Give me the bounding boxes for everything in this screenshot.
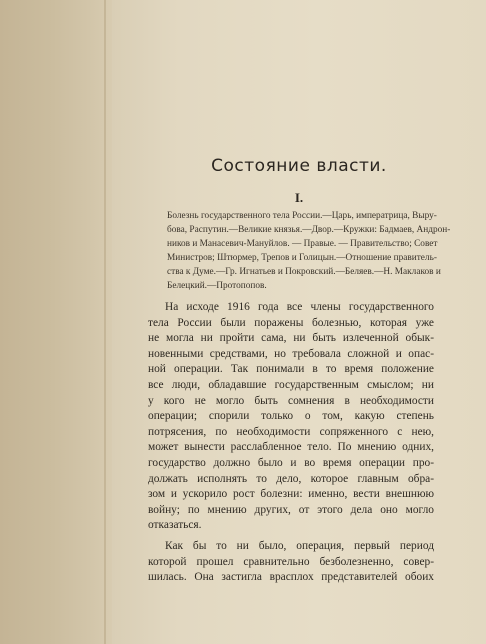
paragraph-1-line: новенными средствами, но требовала сложной и опас-: [148, 347, 434, 360]
summary-line: бова, Распутин.—Великие князья.—Двор.—Кружки: Бадмаев, Андрон-: [167, 225, 451, 235]
summary-line: Белецкий.—Протопопов.: [167, 281, 267, 291]
paragraph-1-line: операции; спорили только о том, какую степень: [148, 410, 434, 423]
chapter-summary: [167, 209, 451, 293]
summary-line: ства к Думе.—Гр. Игнатьев и Покровский.—Беляев.—Н. Маклаков и: [167, 267, 441, 277]
paragraph-1-line: не могла ни пройти сама, ни быть излеченной обык-: [148, 332, 434, 345]
paragraph-1-line: отказаться.: [148, 519, 202, 532]
paragraph-1-line: ной операции. Так понимали в то время положение: [148, 363, 434, 376]
summary-line: Министров; Штюрмер, Трепов и Голицын.—Отношение правитель-: [167, 253, 437, 263]
book-gutter: [0, 0, 118, 644]
paragraph-1-line: На исходе 1916 года все члены государственного: [165, 301, 434, 313]
paragraph-1-line: должать исполнять то дело, которое главным обра-: [148, 472, 434, 485]
paragraph-1-line: может вынести расслабленное тело. По мнению одних,: [148, 441, 434, 454]
paragraph-2-line: шилась. Она застигла врасплох представителей обоих: [148, 571, 434, 584]
summary-line: ников и Манасевич-Мануйлов. — Правые. — Правительство; Совет: [167, 239, 438, 249]
chapter-heading: Состояние власти.: [211, 156, 387, 176]
body-text: [148, 300, 434, 586]
paragraph-1-line: государство должно было и во время операции про-: [148, 456, 434, 469]
binding-edge: [104, 0, 106, 644]
paragraph-1-line: все люди, обладавшие государственным смыслом; ни: [148, 378, 434, 391]
paragraph-2-line: Как бы то ни было, операция, первый период: [165, 539, 434, 552]
paragraph-1-line: потрясения, по необходимости сопряженного с нею,: [148, 425, 434, 438]
section-number: I.: [294, 190, 304, 205]
paragraph-1-line: у кого не могло быть сомнения в необходимости: [148, 394, 434, 407]
summary-line: Болезнь государственного тела России.—Царь, императрица, Выру-: [167, 211, 437, 221]
paragraph-1-line: зом и ускорило рост болезни: именно, вести внешнюю: [148, 488, 434, 501]
paragraph-2-line: которой прошел сравнительно безболезненно, совер-: [148, 555, 434, 568]
paragraph-1-line: войну; по мнению других, от этого дела оно могло: [148, 503, 434, 516]
paragraph-1-line: тела России были поражены болезнью, которая уже: [148, 316, 434, 329]
